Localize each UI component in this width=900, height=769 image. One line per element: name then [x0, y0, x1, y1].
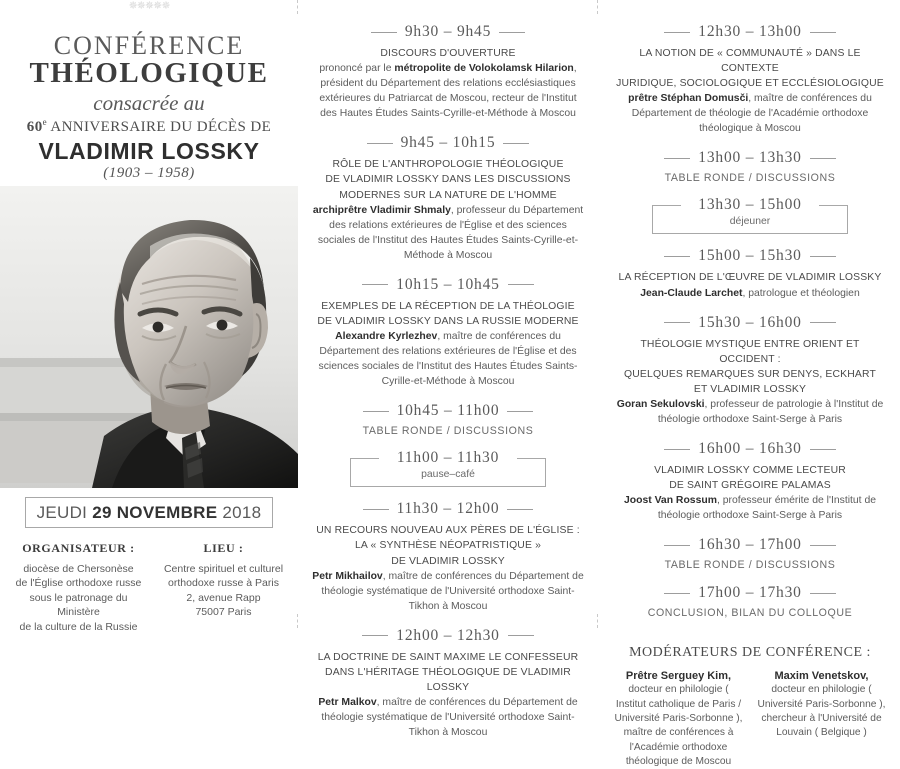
speaker-affiliation: , professeur émérite de l'Institut de théologie orthodoxe Saint-Serge à Paris — [657, 495, 877, 522]
schedule-time: 10h45 – 11h00 — [312, 402, 584, 420]
speaker-affiliation: , maître de conférences du Département de théologie de l'Académie orthodoxe théologique à Moscou — [631, 93, 872, 135]
left-column — [0, 0, 298, 633]
break-label: déjeuner — [729, 216, 771, 228]
schedule-time: 16h00 – 16h30 — [612, 440, 888, 458]
venue-line: orthodoxe russe à Paris — [168, 577, 279, 590]
schedule-time: 10h15 – 10h45 — [312, 276, 584, 294]
speaker-affiliation: , maître de conférences du Département de théologie systématique de l'Université orthodoxe Saint-Tikhon à Moscou — [321, 697, 578, 739]
schedule-entry — [612, 337, 888, 427]
schedule-entry — [612, 46, 888, 136]
speaker-name: Joost Van Rossum — [623, 495, 717, 507]
schedule-entry-speaker-line — [612, 493, 888, 523]
speaker-name: Petr Mikhailov — [312, 570, 383, 582]
moderator-name: Prêtre Serguey Kim, — [625, 670, 732, 683]
schedule-entry-speaker-line — [312, 329, 584, 389]
right-schedule-list — [612, 23, 888, 619]
schedule-entry-topic-line: LA RÉCEPTION DE L'ŒUVRE DE VLADIMIR LOSSKY — [618, 272, 882, 284]
title-block — [0, 14, 298, 182]
speaker-name: prêtre Stéphan Domusči — [628, 93, 749, 105]
moderator-name: Maxim Venetskov, — [774, 670, 869, 683]
speaker-prefix: prononcé par le — [319, 63, 395, 75]
schedule-time: 15h00 – 15h30 — [612, 247, 888, 265]
break-block — [350, 449, 546, 487]
schedule-time: 12h00 – 12h30 — [312, 627, 584, 645]
schedule-entry-topic-line: LA NOTION DE « COMMUNAUTÉ » DANS LE CONTEXTE — [639, 48, 861, 75]
moderator-entry — [755, 670, 888, 769]
speaker-name: Alexandre Kyrlezhev — [335, 331, 438, 343]
schedule-time: 9h45 – 10h15 — [312, 134, 584, 152]
round-table-label: TABLE RONDE / DISCUSSIONS — [664, 559, 836, 572]
venue-line: 2, avenue Rapp — [186, 591, 261, 604]
schedule-time: 12h30 – 13h00 — [612, 23, 888, 41]
date-emphasis: 29 NOVEMBRE — [92, 502, 218, 522]
speaker-affiliation: , professeur de patrologie à l'Institut de théologie orthodoxe Saint-Serge à Paris — [657, 398, 884, 426]
schedule-entry-speaker-line — [612, 91, 888, 136]
speaker-name: archiprêtre Vladimir Shmaly — [312, 204, 451, 216]
schedule-entry-topic-line: EXEMPLES DE LA RÉCEPTION DE LA THÉOLOGIE — [321, 300, 575, 312]
schedule-entry-topic-line: JURIDIQUE, SOCIOLOGIQUE ET ECCLÉSIOLOGIQUE — [616, 78, 884, 90]
moderators-row — [612, 670, 888, 769]
moderators-heading: MODÉRATEURS DE CONFÉRENCE : — [629, 645, 871, 661]
speaker-affiliation: , président du Département des relations ecclésiastiques extérieures du Patriarcat de Moscou, recteur de l'Institut des Hautes Études Saints-Cyrille-et-Méthode à Moscou — [319, 63, 577, 120]
speaker-affiliation: , patrologue et théologien — [742, 287, 860, 299]
schedule-entry-speaker-line — [312, 695, 584, 740]
schedule-entry — [312, 650, 584, 740]
venue-heading: LIEU : — [203, 541, 244, 555]
venue-block — [151, 541, 296, 634]
break-time: 11h00 – 11h30 — [390, 449, 506, 466]
schedule-entry-topic-line: LA « SYNTHÈSE NÉOPATRISTIQUE » — [355, 540, 541, 552]
honoree-years: (1903 – 1958) — [103, 165, 195, 182]
moderator-description: docteur en philologie ( Université Paris-Sorbonne ), chercheur à l'Université de Louvain ( Belgique ) — [757, 684, 886, 739]
speaker-affiliation: , maître de conférences du Département des relations extérieures de l'Église et des sciences sociales de l'Institut des Hautes Études Saints-Cyrille-et-Méthode à Moscou — [318, 331, 578, 388]
portrait-photo — [0, 186, 298, 488]
organiser-block — [6, 541, 151, 634]
schedule-column-middle — [300, 0, 596, 739]
round-table-label: TABLE RONDE / DISCUSSIONS — [362, 425, 534, 438]
schedule-entry-topic-line: UN RECOURS NOUVEAU AUX PÈRES DE L'ÉGLISE : — [316, 525, 580, 537]
schedule-entry-speaker-line — [612, 397, 888, 427]
schedule-entry-speaker-line — [312, 569, 584, 614]
round-table-label: TABLE RONDE / DISCUSSIONS — [664, 172, 836, 185]
schedule-time: 13h00 – 13h30 — [612, 149, 888, 167]
schedule-time: 9h30 – 9h45 — [312, 23, 584, 41]
schedule-entry-topic-line: RÔLE DE L'ANTHROPOLOGIE THÉOLOGIQUE — [332, 159, 564, 171]
break-block — [652, 196, 848, 234]
date-box — [25, 497, 273, 528]
anniversary-ordinal: e — [42, 116, 48, 127]
schedule-entry-speaker-line — [612, 286, 888, 301]
schedule-entry-topic-line: DANS L'HÉRITAGE THÉOLOGIQUE DE VLADIMIR LOSSKY — [325, 666, 571, 694]
schedule-entry-topic-line: LA DOCTRINE DE SAINT MAXIME LE CONFESSEUR — [317, 651, 579, 663]
venue-lines — [155, 562, 292, 620]
organiser-lines — [10, 562, 147, 634]
schedule-entry — [312, 157, 584, 263]
schedule-entry — [312, 523, 584, 613]
schedule-entry-topic-line: DE VLADIMIR LOSSKY DANS LES DISCUSSIONS — [325, 174, 571, 186]
schedule-time: 15h30 – 16h00 — [612, 314, 888, 332]
schedule-entry-topic-line: DE VLADIMIR LOSSKY — [391, 555, 505, 567]
schedule-entry-topic-line: QUELQUES REMARQUES SUR DENYS, ECKHART — [624, 368, 876, 380]
schedule-entry — [612, 270, 888, 300]
schedule-entry-topic-line: DISCOURS D'OUVERTURE — [380, 48, 516, 59]
speaker-name: Goran Sekulovski — [616, 398, 705, 410]
schedule-entry-topic-line: DE SAINT GRÉGOIRE PALAMAS — [669, 480, 831, 492]
venue-line: Centre spirituel et culturel — [163, 563, 284, 575]
moderator-description: docteur en philologie ( Institut catholique de Paris / Université Paris-Sorbonne ), maître de conférences à l'Académie orthodoxe théologique de Moscou — [614, 684, 743, 767]
schedule-entry-topic-line: VLADIMIR LOSSKY COMME LECTEUR — [654, 465, 846, 477]
date-text — [37, 503, 262, 523]
round-table-label: CONCLUSION, BILAN DU COLLOQUE — [647, 607, 853, 620]
schedule-entry — [612, 463, 888, 523]
schedule-entry-topic-line: THÉOLOGIE MYSTIQUE ENTRE ORIENT ET OCCIDENT : — [640, 338, 860, 365]
schedule-time: 16h30 – 17h00 — [612, 536, 888, 554]
portrait-photo-image — [0, 186, 298, 488]
schedule-entry-speaker-line — [312, 203, 584, 263]
organiser-line: sous le patronage du Ministère — [29, 591, 128, 619]
speaker-affiliation: , professeur du Département des relations extérieures de l'Église et des sciences sociales de l'Institut des Hautes Études Saints-Cyrille-et-Méthode à Moscou — [317, 204, 584, 261]
speaker-affiliation: , maître de conférences du Département de théologie systématique de l'Université orthodoxe Saint-Tikhon à Moscou — [321, 570, 584, 612]
date-suffix: 2018 — [217, 502, 262, 522]
anniversary-number: 60 — [26, 118, 43, 135]
speaker-name: Petr Malkov — [318, 697, 377, 709]
moderator-entry — [612, 670, 745, 769]
info-row — [6, 541, 296, 634]
dedication-text: consacrée au — [93, 90, 205, 115]
schedule-entry-topic-line: DE VLADIMIR LOSSKY DANS LA RUSSIE MODERNE — [317, 316, 579, 328]
schedule-entry-topic-line: ET VLADIMIR LOSSKY — [693, 383, 807, 395]
crop-mark-top-right — [597, 0, 598, 14]
schedule-time: 17h00 – 17h30 — [612, 584, 888, 602]
page-title-line1: CONFÉRENCE — [53, 31, 245, 60]
break-label: pause–café — [421, 469, 475, 481]
speaker-name: Jean-Claude Larchet — [640, 287, 743, 299]
speaker-name: métropolite de Volokolamsk Hilarion — [394, 63, 574, 75]
venue-line: 75007 Paris — [195, 606, 252, 619]
page-title-line2: THÉOLOGIQUE — [29, 57, 269, 90]
anniversary-rest: ANNIVERSAIRE DU DÉCÈS DE — [47, 118, 272, 135]
schedule-entry-topic-line: MODERNES SUR LA NATURE DE L'HOMME — [339, 189, 557, 201]
anniversary-text — [0, 117, 298, 136]
organiser-line: de la culture de la Russie — [19, 620, 138, 633]
ornament-top: ✵✵✵✵✵ — [128, 0, 170, 12]
crop-mark-bottom-right — [597, 614, 598, 628]
schedule-time: 11h30 – 12h00 — [312, 500, 584, 518]
honoree-name: VLADIMIR LOSSKY — [38, 137, 260, 164]
date-prefix: JEUDI — [36, 502, 93, 522]
schedule-column-right — [600, 0, 900, 767]
schedule-entry-speaker-line — [312, 61, 584, 121]
schedule-entry — [312, 46, 584, 121]
break-time: 13h30 – 15h00 — [691, 196, 808, 213]
schedule-entry — [312, 299, 584, 389]
organiser-line: diocèse de Chersonèse — [23, 563, 134, 575]
organiser-heading: ORGANISATEUR : — [22, 541, 135, 555]
organiser-line: de l'Église orthodoxe russe — [15, 577, 142, 590]
